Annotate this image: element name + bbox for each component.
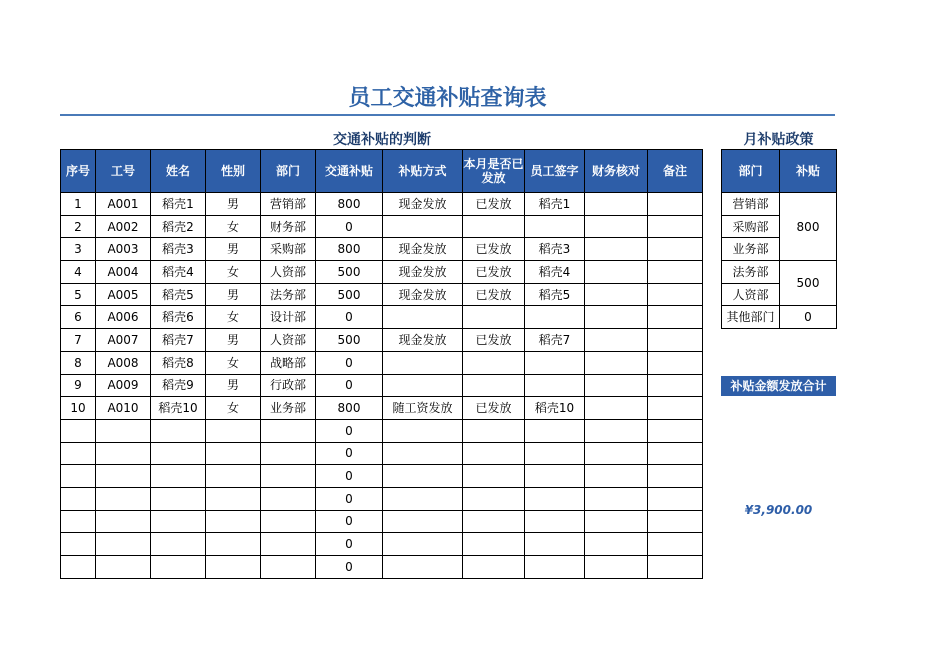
table-cell[interactable] bbox=[261, 556, 316, 579]
table-cell[interactable]: 女 bbox=[206, 215, 261, 238]
table-cell[interactable]: 10 bbox=[61, 397, 96, 420]
table-cell[interactable] bbox=[648, 487, 703, 510]
table-cell[interactable] bbox=[206, 533, 261, 556]
table-cell[interactable] bbox=[585, 351, 648, 374]
table-cell[interactable]: 500 bbox=[316, 283, 383, 306]
table-cell[interactable] bbox=[525, 374, 585, 397]
table-row bbox=[61, 487, 703, 510]
col-header-subsidy: 交通补贴 bbox=[316, 150, 383, 193]
table-cell[interactable]: 0 bbox=[316, 487, 383, 510]
table-cell[interactable] bbox=[648, 533, 703, 556]
table-cell[interactable]: A005 bbox=[96, 283, 151, 306]
table-cell[interactable]: 0 bbox=[316, 351, 383, 374]
table-cell[interactable]: A009 bbox=[96, 374, 151, 397]
subsidy-table bbox=[60, 149, 703, 579]
table-cell[interactable]: 女 bbox=[206, 306, 261, 329]
table-cell[interactable]: 稻壳3 bbox=[151, 238, 206, 261]
table-cell[interactable] bbox=[261, 510, 316, 533]
policy-row bbox=[722, 193, 837, 216]
col-header-gender: 性别 bbox=[206, 150, 261, 193]
table-cell[interactable]: 法务部 bbox=[261, 283, 316, 306]
table-cell[interactable] bbox=[585, 238, 648, 261]
table-cell[interactable]: 已发放 bbox=[463, 193, 525, 216]
col-header-method: 补贴方式 bbox=[383, 150, 463, 193]
col-header-finance-check: 财务核对 bbox=[585, 150, 648, 193]
table-cell[interactable] bbox=[463, 215, 525, 238]
policy-amount: 800 bbox=[780, 193, 837, 261]
table-cell[interactable] bbox=[206, 442, 261, 465]
policy-header-row bbox=[722, 150, 837, 193]
total-label: 补贴金额发放合计 bbox=[721, 376, 836, 396]
table-cell[interactable] bbox=[648, 556, 703, 579]
policy-department: 业务部 bbox=[722, 238, 780, 261]
table-cell[interactable] bbox=[383, 465, 463, 488]
table-cell[interactable] bbox=[648, 465, 703, 488]
table-cell[interactable]: 已发放 bbox=[463, 261, 525, 284]
table-row bbox=[61, 374, 703, 397]
policy-table bbox=[721, 149, 837, 329]
table-cell[interactable]: 现金发放 bbox=[383, 283, 463, 306]
table-cell[interactable]: 战略部 bbox=[261, 351, 316, 374]
table-cell[interactable] bbox=[96, 510, 151, 533]
table-cell[interactable]: 8 bbox=[61, 351, 96, 374]
table-cell[interactable] bbox=[585, 283, 648, 306]
table-row bbox=[61, 306, 703, 329]
policy-col-department: 部门 bbox=[722, 150, 780, 193]
table-cell[interactable]: 人资部 bbox=[261, 261, 316, 284]
table-cell[interactable] bbox=[463, 533, 525, 556]
table-cell[interactable] bbox=[525, 510, 585, 533]
table-cell[interactable]: 女 bbox=[206, 261, 261, 284]
table-cell[interactable] bbox=[261, 442, 316, 465]
table-cell[interactable] bbox=[648, 193, 703, 216]
policy-row bbox=[722, 306, 837, 329]
table-cell[interactable] bbox=[648, 215, 703, 238]
table-cell[interactable]: 0 bbox=[316, 533, 383, 556]
policy-amount: 0 bbox=[780, 306, 837, 329]
col-header-issued: 本月是否已发放 bbox=[463, 150, 525, 193]
table-cell[interactable] bbox=[525, 419, 585, 442]
table-cell[interactable] bbox=[463, 442, 525, 465]
page-title: 员工交通补贴查询表 bbox=[348, 86, 547, 111]
policy-amount: 500 bbox=[780, 261, 837, 306]
table-cell[interactable] bbox=[648, 351, 703, 374]
table-cell[interactable] bbox=[96, 419, 151, 442]
table-cell[interactable] bbox=[648, 261, 703, 284]
table-cell[interactable]: 0 bbox=[316, 510, 383, 533]
table-cell[interactable]: 男 bbox=[206, 193, 261, 216]
table-cell[interactable] bbox=[206, 419, 261, 442]
table-cell[interactable]: 稻壳8 bbox=[151, 351, 206, 374]
table-cell[interactable] bbox=[383, 351, 463, 374]
table-cell[interactable]: 稻壳7 bbox=[525, 329, 585, 352]
table-row bbox=[61, 329, 703, 352]
table-cell[interactable] bbox=[151, 465, 206, 488]
table-row bbox=[61, 351, 703, 374]
table-cell[interactable]: 6 bbox=[61, 306, 96, 329]
table-cell[interactable]: A004 bbox=[96, 261, 151, 284]
table-row bbox=[61, 397, 703, 420]
table-cell[interactable]: 9 bbox=[61, 374, 96, 397]
table-cell[interactable]: 已发放 bbox=[463, 283, 525, 306]
table-cell[interactable]: 1 bbox=[61, 193, 96, 216]
table-cell[interactable]: 女 bbox=[206, 397, 261, 420]
table-cell[interactable]: 500 bbox=[316, 329, 383, 352]
table-cell[interactable] bbox=[96, 487, 151, 510]
table-cell[interactable]: 稻壳5 bbox=[525, 283, 585, 306]
table-cell[interactable] bbox=[525, 556, 585, 579]
table-cell[interactable]: 800 bbox=[316, 193, 383, 216]
table-cell[interactable] bbox=[585, 465, 648, 488]
table-cell[interactable]: 稻壳7 bbox=[151, 329, 206, 352]
table-cell[interactable] bbox=[463, 510, 525, 533]
table-cell[interactable] bbox=[151, 419, 206, 442]
table-cell[interactable]: 0 bbox=[316, 215, 383, 238]
table-row bbox=[61, 238, 703, 261]
table-cell[interactable] bbox=[261, 465, 316, 488]
table-cell[interactable] bbox=[206, 487, 261, 510]
table-cell[interactable]: 设计部 bbox=[261, 306, 316, 329]
table-cell[interactable] bbox=[585, 306, 648, 329]
table-cell[interactable]: 稻壳5 bbox=[151, 283, 206, 306]
table-row bbox=[61, 283, 703, 306]
table-cell[interactable] bbox=[525, 487, 585, 510]
table-cell[interactable] bbox=[61, 442, 96, 465]
table-cell[interactable]: 已发放 bbox=[463, 397, 525, 420]
table-cell[interactable] bbox=[261, 533, 316, 556]
table-cell[interactable] bbox=[151, 556, 206, 579]
table-cell[interactable]: A001 bbox=[96, 193, 151, 216]
table-cell[interactable]: 800 bbox=[316, 397, 383, 420]
table-cell[interactable] bbox=[151, 533, 206, 556]
table-cell[interactable]: 0 bbox=[316, 556, 383, 579]
table-cell[interactable] bbox=[61, 510, 96, 533]
table-cell[interactable]: 男 bbox=[206, 329, 261, 352]
table-cell[interactable] bbox=[383, 442, 463, 465]
table-cell[interactable]: 现金发放 bbox=[383, 261, 463, 284]
table-cell[interactable] bbox=[206, 556, 261, 579]
table-cell[interactable] bbox=[585, 556, 648, 579]
table-cell[interactable] bbox=[585, 329, 648, 352]
total-value: ¥3,900.00 bbox=[744, 503, 813, 517]
table-cell[interactable]: 随工资发放 bbox=[383, 397, 463, 420]
table-cell[interactable] bbox=[648, 238, 703, 261]
table-cell[interactable] bbox=[96, 533, 151, 556]
table-cell[interactable]: 800 bbox=[316, 238, 383, 261]
table-cell[interactable]: 女 bbox=[206, 351, 261, 374]
table-cell[interactable] bbox=[463, 419, 525, 442]
table-cell[interactable] bbox=[525, 533, 585, 556]
col-header-employee-id: 工号 bbox=[96, 150, 151, 193]
table-row bbox=[61, 556, 703, 579]
table-cell[interactable] bbox=[585, 510, 648, 533]
table-cell[interactable]: 行政部 bbox=[261, 374, 316, 397]
table-cell[interactable]: A003 bbox=[96, 238, 151, 261]
table-cell[interactable] bbox=[648, 510, 703, 533]
table-cell[interactable]: 营销部 bbox=[261, 193, 316, 216]
policy-department: 采购部 bbox=[722, 215, 780, 238]
table-cell[interactable] bbox=[648, 329, 703, 352]
table-row bbox=[61, 442, 703, 465]
table-cell[interactable] bbox=[648, 374, 703, 397]
col-header-name: 姓名 bbox=[151, 150, 206, 193]
table-row bbox=[61, 215, 703, 238]
table-cell[interactable] bbox=[525, 215, 585, 238]
table-cell[interactable] bbox=[648, 306, 703, 329]
table-row bbox=[61, 533, 703, 556]
table-cell[interactable] bbox=[151, 510, 206, 533]
table-cell[interactable] bbox=[96, 465, 151, 488]
table-cell[interactable] bbox=[61, 533, 96, 556]
table-cell[interactable]: 现金发放 bbox=[383, 238, 463, 261]
table-cell[interactable] bbox=[585, 397, 648, 420]
table-cell[interactable] bbox=[648, 442, 703, 465]
col-header-department: 部门 bbox=[261, 150, 316, 193]
policy-department: 其他部门 bbox=[722, 306, 780, 329]
table-row bbox=[61, 510, 703, 533]
table-cell[interactable] bbox=[463, 465, 525, 488]
table-cell[interactable] bbox=[585, 215, 648, 238]
table-cell[interactable]: 4 bbox=[61, 261, 96, 284]
table-cell[interactable]: 稻壳6 bbox=[151, 306, 206, 329]
table-cell[interactable] bbox=[151, 487, 206, 510]
section-title-monthly-policy: 月补贴政策 bbox=[743, 132, 814, 148]
table-cell[interactable] bbox=[585, 193, 648, 216]
table-row bbox=[61, 261, 703, 284]
table-header-row bbox=[61, 150, 703, 193]
policy-row bbox=[722, 261, 837, 284]
table-cell[interactable] bbox=[61, 419, 96, 442]
table-cell[interactable]: 0 bbox=[316, 306, 383, 329]
col-header-signature: 员工签字 bbox=[525, 150, 585, 193]
table-cell[interactable] bbox=[463, 351, 525, 374]
table-cell[interactable] bbox=[463, 487, 525, 510]
table-cell[interactable] bbox=[96, 442, 151, 465]
table-cell[interactable] bbox=[261, 487, 316, 510]
table-cell[interactable]: 稻壳4 bbox=[151, 261, 206, 284]
table-cell[interactable] bbox=[206, 465, 261, 488]
table-cell[interactable]: 500 bbox=[316, 261, 383, 284]
table-cell[interactable]: 人资部 bbox=[261, 329, 316, 352]
table-cell[interactable] bbox=[585, 533, 648, 556]
table-cell[interactable] bbox=[463, 306, 525, 329]
table-cell[interactable]: 现金发放 bbox=[383, 193, 463, 216]
table-cell[interactable] bbox=[383, 533, 463, 556]
table-cell[interactable] bbox=[261, 419, 316, 442]
table-cell[interactable] bbox=[151, 442, 206, 465]
table-cell[interactable]: A010 bbox=[96, 397, 151, 420]
table-cell[interactable]: A007 bbox=[96, 329, 151, 352]
table-cell[interactable] bbox=[525, 442, 585, 465]
table-cell[interactable]: 采购部 bbox=[261, 238, 316, 261]
table-cell[interactable] bbox=[585, 261, 648, 284]
table-cell[interactable] bbox=[525, 465, 585, 488]
table-cell[interactable]: 已发放 bbox=[463, 329, 525, 352]
table-cell[interactable]: 0 bbox=[316, 442, 383, 465]
table-cell[interactable]: A008 bbox=[96, 351, 151, 374]
table-cell[interactable] bbox=[383, 306, 463, 329]
title-underline bbox=[60, 114, 835, 116]
table-cell[interactable] bbox=[463, 556, 525, 579]
table-cell[interactable] bbox=[383, 419, 463, 442]
table-row bbox=[61, 193, 703, 216]
table-cell[interactable] bbox=[96, 556, 151, 579]
policy-department: 法务部 bbox=[722, 261, 780, 284]
policy-col-subsidy: 补贴 bbox=[780, 150, 837, 193]
table-cell[interactable]: 3 bbox=[61, 238, 96, 261]
table-cell[interactable]: 稻壳3 bbox=[525, 238, 585, 261]
table-cell[interactable]: 稻壳10 bbox=[525, 397, 585, 420]
table-cell[interactable] bbox=[61, 487, 96, 510]
table-cell[interactable] bbox=[383, 556, 463, 579]
table-cell[interactable]: 稻壳1 bbox=[151, 193, 206, 216]
table-cell[interactable]: 稻壳10 bbox=[151, 397, 206, 420]
table-cell[interactable] bbox=[648, 283, 703, 306]
table-row bbox=[61, 419, 703, 442]
table-cell[interactable]: 0 bbox=[316, 465, 383, 488]
table-cell[interactable] bbox=[61, 465, 96, 488]
table-cell[interactable] bbox=[648, 419, 703, 442]
table-cell[interactable]: 稻壳2 bbox=[151, 215, 206, 238]
table-cell[interactable] bbox=[383, 487, 463, 510]
table-cell[interactable] bbox=[206, 510, 261, 533]
table-cell[interactable]: 0 bbox=[316, 419, 383, 442]
col-header-index: 序号 bbox=[61, 150, 96, 193]
table-cell[interactable] bbox=[383, 374, 463, 397]
table-cell[interactable] bbox=[525, 306, 585, 329]
table-cell[interactable]: 现金发放 bbox=[383, 329, 463, 352]
table-cell[interactable]: 财务部 bbox=[261, 215, 316, 238]
table-cell[interactable]: 稻壳1 bbox=[525, 193, 585, 216]
table-cell[interactable]: 男 bbox=[206, 374, 261, 397]
table-cell[interactable]: 已发放 bbox=[463, 238, 525, 261]
table-row bbox=[61, 465, 703, 488]
policy-department: 人资部 bbox=[722, 283, 780, 306]
table-cell[interactable] bbox=[61, 556, 96, 579]
table-cell[interactable]: 0 bbox=[316, 374, 383, 397]
table-cell[interactable] bbox=[585, 374, 648, 397]
table-cell[interactable] bbox=[525, 351, 585, 374]
table-cell[interactable]: 5 bbox=[61, 283, 96, 306]
table-cell[interactable]: 7 bbox=[61, 329, 96, 352]
policy-department: 营销部 bbox=[722, 193, 780, 216]
table-cell[interactable]: 男 bbox=[206, 283, 261, 306]
table-cell[interactable]: 2 bbox=[61, 215, 96, 238]
table-cell[interactable] bbox=[648, 397, 703, 420]
table-cell[interactable]: A006 bbox=[96, 306, 151, 329]
table-cell[interactable]: 业务部 bbox=[261, 397, 316, 420]
table-cell[interactable] bbox=[463, 374, 525, 397]
table-cell[interactable]: 稻壳4 bbox=[525, 261, 585, 284]
table-cell[interactable]: 稻壳9 bbox=[151, 374, 206, 397]
table-cell[interactable]: A002 bbox=[96, 215, 151, 238]
table-cell[interactable] bbox=[383, 215, 463, 238]
table-cell[interactable] bbox=[383, 510, 463, 533]
table-cell[interactable]: 男 bbox=[206, 238, 261, 261]
table-cell[interactable] bbox=[585, 487, 648, 510]
col-header-notes: 备注 bbox=[648, 150, 703, 193]
table-cell[interactable] bbox=[585, 419, 648, 442]
table-cell[interactable] bbox=[585, 442, 648, 465]
section-title-subsidy-judgment: 交通补贴的判断 bbox=[333, 132, 431, 148]
